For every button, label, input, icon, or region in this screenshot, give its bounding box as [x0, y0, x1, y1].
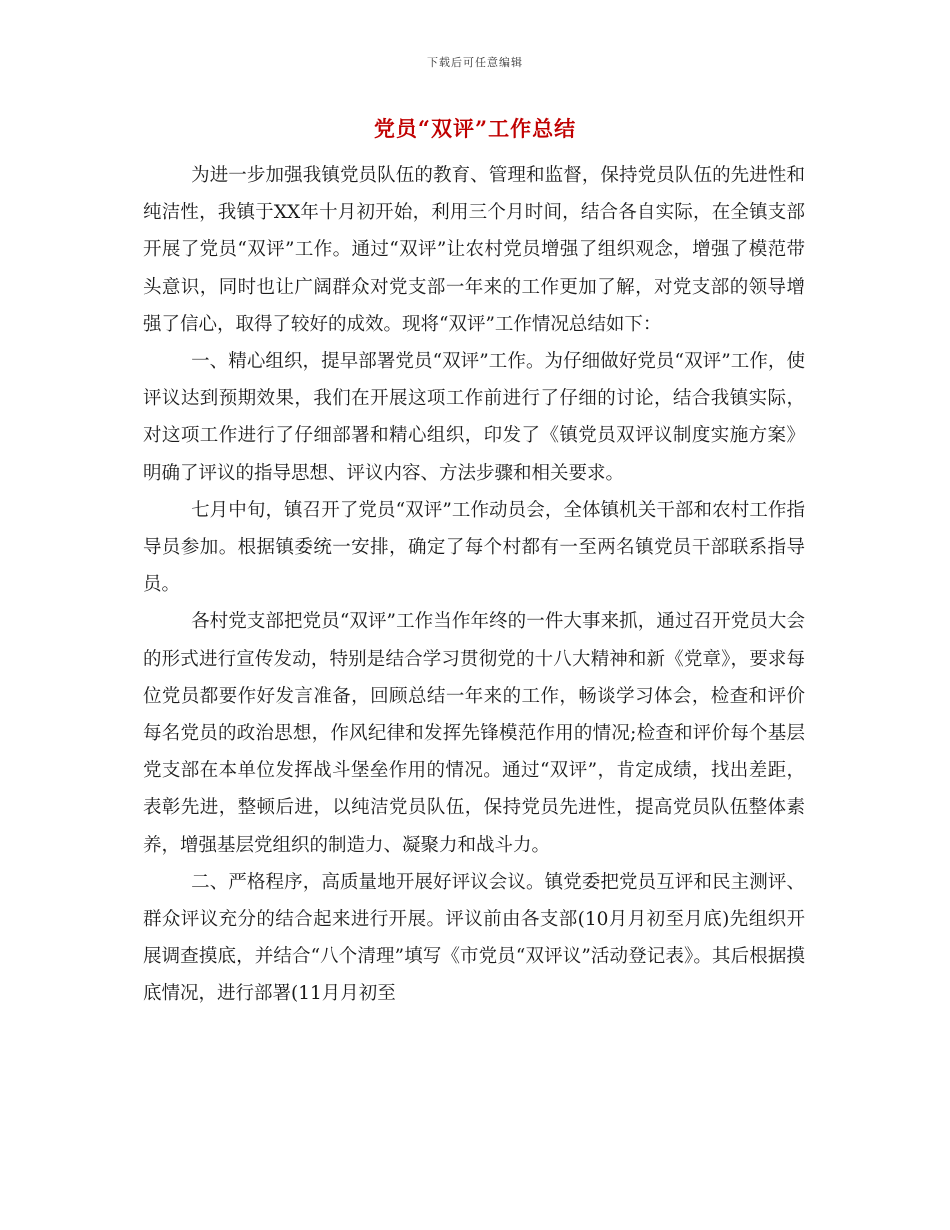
paragraph-branch-work: 各村党支部把党员“双评”工作当作年终的一件大事来抓，通过召开党员大会的形式进行宣传发动，特别是结合学习贯彻党的十八大精神和新《党章》，要求每位党员都要作好发言准备，回顾总结一年来的工作，畅谈学习体会，检查和评价每名党员的政治思想，作风纪律和发挥先锋模范作用的情况;检查和评价每个基层党支部在本单位发挥战斗堡垒作用的情况。通过“双评”，肯定成绩，找出差距，表彰先进，整顿后进，以纯洁党员队伍，保持党员先进性，提高党员队伍整体素养，增强基层党组织的制造力、凝聚力和战斗力。	[143, 611, 805, 856]
paragraph-mobilization-meeting: 七月中旬，镇召开了党员“双评”工作动员会，全体镇机关干部和农村工作指导员参加。根据镇委统一安排，确定了每个村都有一至两名镇党员干部联系指导员。	[143, 499, 805, 596]
download-note: 下载后可任意编辑	[427, 56, 523, 69]
paragraph-section-one: 一、精心组织，提早部署党员“双评”工作。为仔细做好党员“双评”工作，使评议达到预期效果，我们在开展这项工作前进行了仔细的讨论，结合我镇实际，对这项工作进行了仔细部署和精心组织，印发了《镇党员双评议制度实施方案》明确了评议的指导思想、评议内容、方法步骤和相关要求。	[143, 351, 805, 484]
document-title: 党员“双评”工作总结	[373, 116, 577, 141]
document-body	[143, 157, 805, 1013]
paragraph-section-two: 二、严格程序，高质量地开展好评议会议。镇党委把党员互评和民主测评、群众评议充分的结合起来进行开展。评议前由各支部(10月月初至月底)先组织开展调查摸底，并结合“八个清理”填写《市党员“双评议”活动登记表》。其后根据摸底情况，进行部署(11月月初至	[143, 871, 805, 1005]
paragraph-intro: 为进一步加强我镇党员队伍的教育、管理和监督，保持党员队伍的先进性和纯洁性，我镇于XX年十月初开始，利用三个月时间，结合各自实际，在全镇支部开展了党员“双评”工作。通过“双评”让农村党员增强了组织观念，增强了模范带头意识，同时也让广阔群众对党支部一年来的工作更加了解，对党支部的领导增强了信心，取得了较好的成效。现将“双评”工作情况总结如下：	[143, 165, 805, 335]
